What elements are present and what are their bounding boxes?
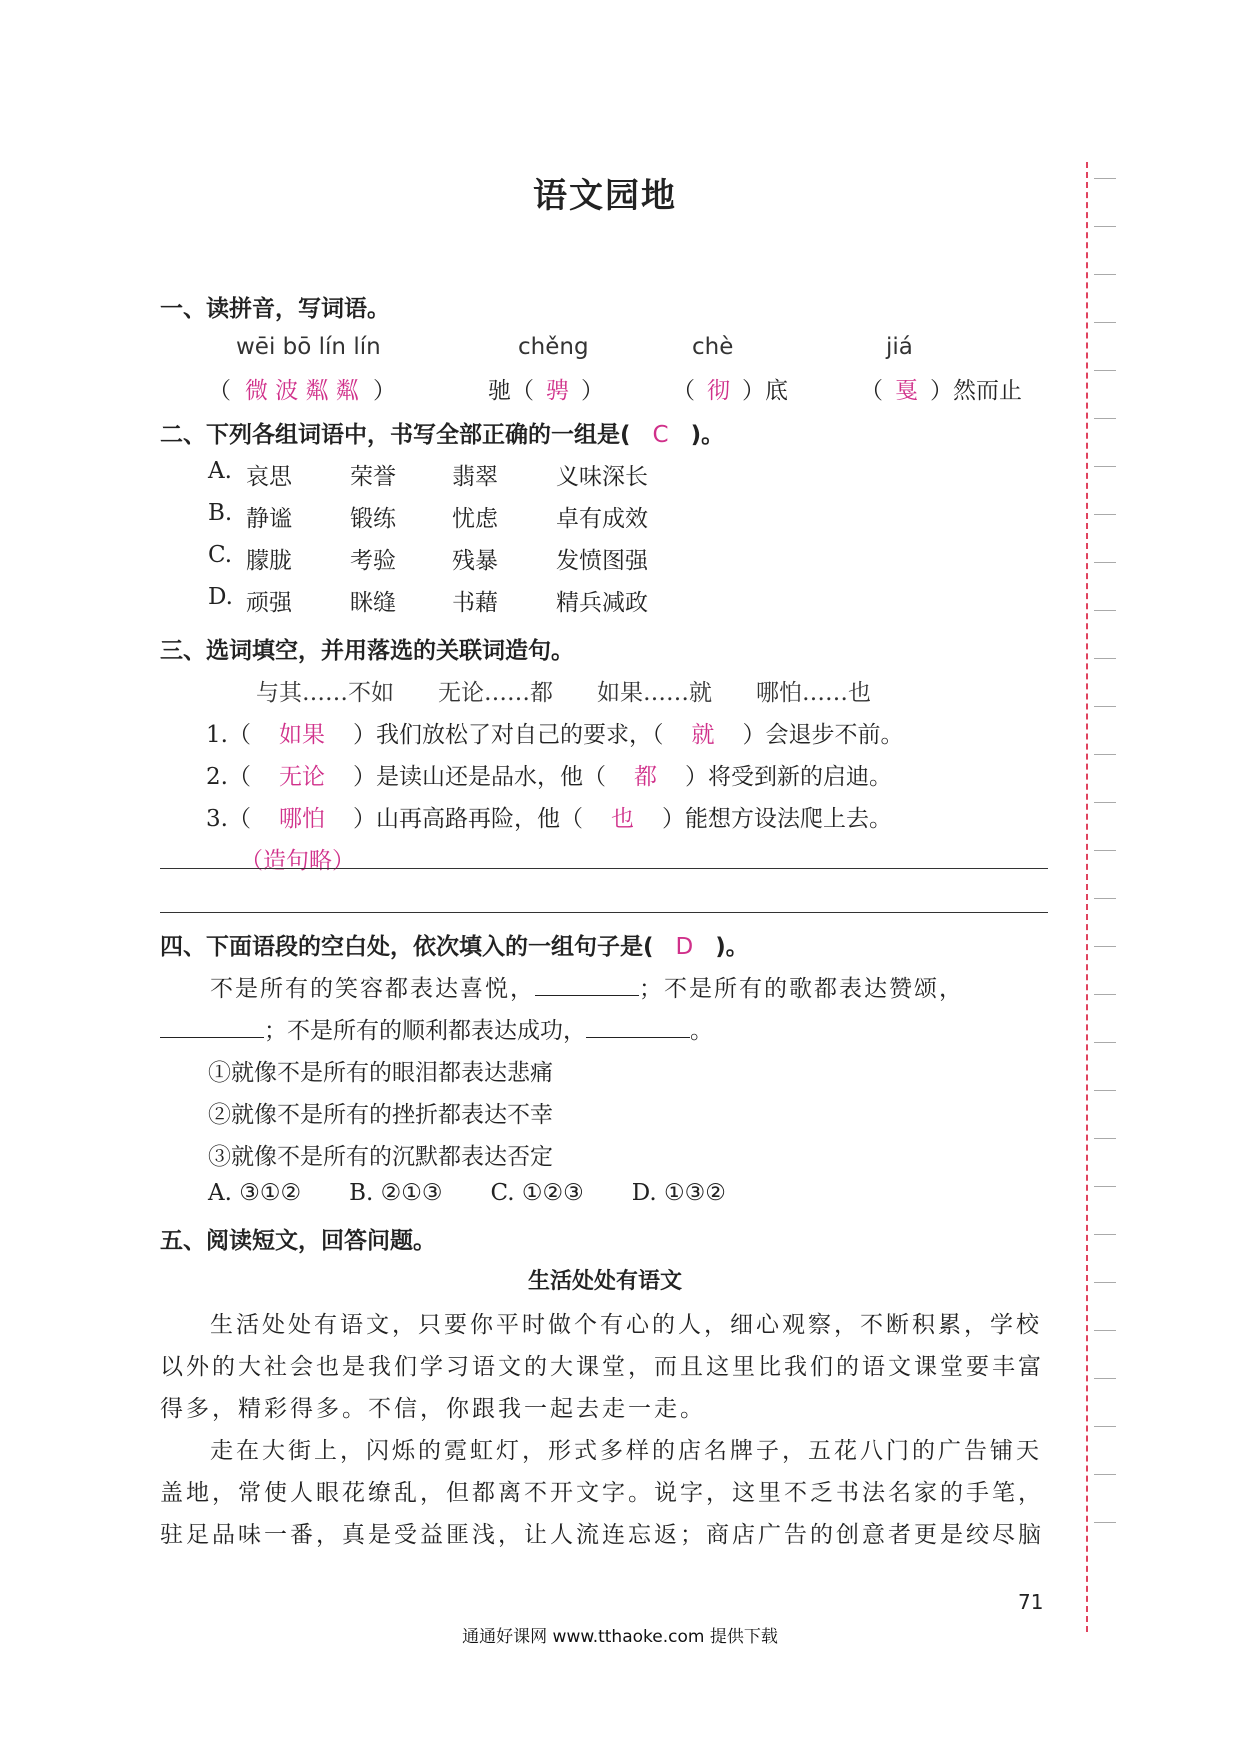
section-1-heading: 一、读拼音，写词语。 [160,296,390,322]
answer-line [160,912,1048,913]
margin-tick [1094,1330,1116,1331]
sentence-text: ）会退步不前。 [742,722,904,748]
option-row-3 [208,542,908,574]
option-word: 眯缝 [350,590,396,616]
answer-text: 都 [633,764,657,790]
margin-dashed-line [1086,162,1088,1632]
option-word: 哀思 [246,464,292,490]
sentence-text: ）将受到新的启迪。 [684,764,892,790]
pinyin-1: wēi bō lín lín [236,334,381,360]
blank-3 [586,1015,690,1038]
section-5-heading: 五、阅读短文，回答问题。 [160,1228,436,1254]
option-word: 忧虑 [452,506,498,532]
fill-item-2 [206,758,892,791]
margin-tick [1094,1474,1116,1475]
story-line: 得多，精彩得多。不信，你跟我一起去走一走。 [160,1396,706,1422]
pinyin-2: chěng [518,334,589,360]
option-word: 静谧 [246,506,292,532]
option-word: 锻练 [350,506,396,532]
sentence-text: ）能想方设法爬上去。 [661,806,892,832]
margin-tick [1094,1426,1116,1427]
margin-tick [1094,418,1116,419]
margin-tick [1094,1042,1116,1043]
sentence-text: 1.（ [206,722,251,748]
section-3-heading: 三、选词填空，并用落选的关联词造句。 [160,638,574,664]
sentence-answer: （造句略） [240,848,355,874]
word-item-2: 驰（ 骋 ） [488,378,604,404]
margin-tick [1094,370,1116,371]
page-number: 71 [1018,1590,1044,1614]
option-word: 残暴 [452,548,498,574]
sentence-text: ）我们放松了对自己的要求，（ [352,722,664,748]
answer-text: 微 波 粼 粼 [245,378,359,404]
margin-tick [1094,1138,1116,1139]
option-word: 考验 [350,548,396,574]
option-label: C. [208,542,233,568]
margin-tick [1094,1522,1116,1523]
margin-tick [1094,658,1116,659]
story-line: 以外的大社会也是我们学习语文的大课堂，而且这里比我们的语文课堂要丰富 [160,1354,1044,1380]
option-word: 朦胧 [246,548,292,574]
story-title: 生活处处有语文 [527,1269,682,1294]
margin-tick [1094,802,1116,803]
margin-tick [1094,466,1116,467]
margin-tick [1094,514,1116,515]
option-label: A. [208,458,232,484]
choice-options: A. ③①② B. ②①③ C. ①②③ D. ①③② [208,1180,726,1206]
option-row-4 [208,584,908,616]
story-line: 走在大街上，闪烁的霓虹灯，形式多样的店名牌子，五花八门的广告铺天 [210,1438,1042,1464]
answer-text: 哪怕 [278,806,325,832]
option-row-2 [208,500,908,532]
option-sentence-1: ①就像不是所有的眼泪都表达悲痛 [208,1060,553,1086]
margin-tick [1094,898,1116,899]
story-line: 盖地，常使人眼花缭乱，但都离不开文字。说字，这里不乏书法名家的手笔， [160,1480,1044,1506]
answer-text: 就 [691,722,715,748]
answer-text: 无论 [278,764,325,790]
margin-tick [1094,754,1116,755]
margin-tick [1094,946,1116,947]
answer-text: 如果 [278,722,325,748]
pinyin-4: jiá [886,334,913,360]
option-word: 书藉 [452,590,498,616]
margin-tick [1094,322,1116,323]
answer-text: D [675,934,694,960]
answer-text: C [652,422,669,448]
page-title: 语文园地 [533,176,677,216]
answer-text: 戛 [895,378,918,404]
sentence-text: ）山再高路再险，他（ [352,806,583,832]
word-item-4: （ 戛 ）然而止 [860,378,1022,404]
option-word: 卓有成效 [556,506,648,532]
blank-2 [160,1015,264,1038]
margin-tick [1094,706,1116,707]
option-label: D. [208,584,233,610]
option-word: 荣誉 [350,464,396,490]
story-line: 驻足品味一番，真是受益匪浅，让人流连忘返；商店广告的创意者更是绞尽脑 [160,1522,1044,1548]
option-word: 发愤图强 [556,548,648,574]
sentence-text: ）是读山还是品水，他（ [352,764,606,790]
answer-line [160,868,1048,869]
option-label: B. [208,500,233,526]
footer-text: 通通好课网 www.tthaoke.com 提供下载 [462,1627,778,1647]
section-2-heading: 二、下列各组词语中，书写全部正确的一组是( C )。 [160,422,725,448]
option-word: 义味深长 [556,464,648,490]
margin-tick [1094,850,1116,851]
option-sentence-3: ③就像不是所有的沉默都表达否定 [208,1144,553,1170]
conjunction-choices: 与其……不如 无论……都 如果……就 哪怕……也 [256,680,871,706]
margin-tick [1094,994,1116,995]
margin-tick [1094,1234,1116,1235]
sentence-text: 2.（ [206,764,251,790]
margin-tick [1094,1090,1116,1091]
margin-tick [1094,274,1116,275]
margin-tick [1094,1186,1116,1187]
passage-line-1: 不是所有的笑容都表达喜悦， ；不是所有的歌都表达赞颂， [210,970,964,1003]
margin-tick [1094,226,1116,227]
pinyin-3: chè [692,334,734,360]
answer-text: 骋 [546,378,569,404]
blank-1 [535,973,639,996]
option-word: 顽强 [246,590,292,616]
story-line: 生活处处有语文，只要你平时做个有心的人，细心观察，不断积累，学校 [210,1312,1042,1338]
word-item-1: （ 微 波 粼 粼 ） [208,378,396,404]
option-row-1 [208,458,908,490]
option-word: 翡翠 [452,464,498,490]
fill-item-3 [206,800,892,833]
margin-tick [1094,1378,1116,1379]
word-item-3: （ 彻 ）底 [672,378,788,404]
answer-text: 也 [610,806,634,832]
passage-line-2: ；不是所有的顺利都表达成功， 。 [160,1012,713,1045]
option-sentence-2: ②就像不是所有的挫折都表达不幸 [208,1102,553,1128]
section-4-heading: 四、下面语段的空白处，依次填入的一组句子是( D )。 [160,934,749,960]
margin-tick [1094,610,1116,611]
fill-item-1 [206,716,903,749]
sentence-text: 3.（ [206,806,251,832]
margin-tick [1094,562,1116,563]
option-word: 精兵减政 [556,590,648,616]
answer-text: 彻 [707,378,730,404]
